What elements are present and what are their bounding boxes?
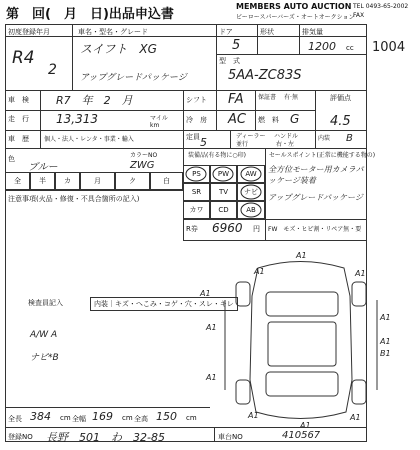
model-code-label: 型 式 (219, 57, 240, 65)
damage-label: キズ (115, 300, 129, 308)
ac-value: AC (228, 112, 246, 127)
plate-label: 登録NO (8, 433, 33, 441)
model-name: スイフト XG (80, 42, 157, 56)
width-unit: cm (122, 414, 133, 422)
diagram-mark: A1 (380, 337, 391, 346)
damage-label: 穴 (184, 300, 192, 308)
lot-number: 1004 (372, 40, 406, 55)
history-option: レンタ (80, 136, 98, 143)
diagram-mark: B1 (380, 349, 391, 358)
color-no-value: ZWG (130, 160, 155, 171)
fax-label: FAX (353, 12, 365, 19)
sales-line-1: 全方位モーター用カメラパッケージ装着 (268, 165, 364, 185)
doors-value: 5 (232, 38, 241, 53)
inspection-value: R7 年 2 月 (56, 94, 133, 107)
mileage-unit: マイル km (150, 115, 168, 129)
displacement-unit: cc (346, 44, 354, 52)
recycle-amount: 6960 (212, 221, 243, 235)
height-label: 全高 (134, 415, 148, 423)
color-option-cell: 白 (150, 172, 183, 190)
length-unit: cm (60, 414, 71, 422)
color-label: 色 (8, 155, 15, 163)
warranty-option: 無 (291, 94, 298, 101)
damage-label: 内装 (94, 300, 108, 308)
damage-legend: FW モズ・ヒビ割・リペア無・要 (268, 226, 362, 233)
diagram-mark: A1 (254, 267, 265, 276)
recycle-label: R券 (186, 225, 198, 233)
color-option-cell: 全 (5, 172, 30, 190)
diagram-mark: A1 (380, 313, 391, 322)
form-title: 第 回( 月 日)出品申込書 (6, 7, 174, 22)
color-option-cell: ク (115, 172, 150, 190)
dealer-option: 並行 (236, 141, 249, 148)
sub-note: アップグレードパッケージ (80, 73, 187, 83)
diagram-mark: A1 (355, 269, 366, 278)
handle-option: 左 (288, 141, 295, 148)
sales-line-2: アップグレードパッケージ (268, 193, 363, 202)
chassis-label: 車台NO (218, 433, 243, 441)
shape-label: 形状 (260, 28, 274, 36)
equipment-aw: AW (237, 165, 265, 183)
history-label: 車 歴 (8, 135, 29, 143)
diagram-mark: A1 (206, 373, 217, 382)
rating-label: 評価点 (330, 94, 351, 102)
dealer-label: ディーラー (236, 133, 266, 140)
model-code-value: 5AA-ZC83S (228, 68, 302, 83)
height-value: 150 (156, 410, 177, 423)
equipment-label: 装備品(有る物に○印) (188, 152, 246, 159)
diagram-mark: A1 (350, 413, 361, 422)
color-option-cell: 月 (80, 172, 115, 190)
length-label: 全長 (8, 415, 22, 423)
fuel-value: G (290, 112, 300, 126)
equipment-cd: CD (210, 201, 237, 219)
first-reg-month: 2 (48, 62, 57, 78)
equipment-navi: ナビ (237, 183, 265, 201)
diagram-mark: A1 (200, 289, 211, 298)
check-items-label: 検査員記入 (28, 299, 63, 307)
notes-label: 注意事項(火品・修復・不具合箇所の記入) (8, 195, 140, 203)
color-option-cell: 半 (30, 172, 55, 190)
fuel-label: 燃 料 (258, 116, 279, 124)
warranty-options: 有·無 (284, 94, 298, 101)
displacement-value: 1200 (308, 40, 336, 53)
equipment-pw: PW (210, 165, 237, 183)
diagram-mark: A1 (206, 323, 217, 332)
history-option: 個人 (44, 136, 57, 143)
divider (214, 427, 215, 442)
displacement-label: 排気量 (302, 28, 323, 36)
divider (5, 427, 367, 428)
damage-labels: 内装｜キズ・へこみ・コゲ・穴・スレ・キレ (90, 297, 238, 311)
ac-label: 冷 房 (186, 116, 207, 124)
plate-value: 長野 501 わ 32-85 (46, 431, 165, 444)
equipment-leather: カワ (183, 201, 210, 219)
warranty-label: 保証書 (258, 94, 277, 101)
width-value: 169 (92, 410, 113, 423)
diagram-mark: A1 (300, 421, 311, 430)
company-name: MEMBERS AUTO AUCTION (236, 2, 352, 11)
shift-value: FA (228, 92, 244, 107)
equipment-tv: TV (210, 183, 237, 201)
history-option: 輸入 (121, 136, 134, 143)
note-line-1: A/W A (30, 330, 58, 340)
diagram-mark: A1 (248, 411, 259, 420)
recycle-unit: 円 (253, 225, 260, 233)
model-grade-label: 車名・型名・グレード (78, 28, 148, 36)
history-options: 個人・法人・レンタ・事業・輸入 (44, 136, 134, 143)
history-option: 事業 (103, 136, 116, 143)
equipment-ab: AB (237, 201, 265, 219)
handle-label: ハンドル (274, 133, 299, 140)
company-sub: ビーロースパーバーズ・オートオークション (236, 14, 355, 21)
mileage-value: 13,313 (56, 112, 98, 126)
color-no-label: カラーNO (130, 152, 158, 159)
handle-options: 右・左 (276, 141, 295, 148)
length-value: 384 (30, 410, 51, 423)
damage-label: スレ (198, 300, 213, 308)
warranty-option: 有 (284, 94, 291, 101)
damage-label: キレ (219, 300, 234, 308)
capacity-label: 定員 (186, 133, 200, 141)
first-reg-year: R4 (12, 48, 35, 68)
rating-value: 4.5 (330, 114, 351, 129)
chassis-value: 410567 (282, 430, 321, 441)
interior-value: B (346, 133, 353, 144)
tel-number: TEL 0493-65-2002 (353, 3, 409, 10)
divider (5, 407, 210, 408)
sales-points-label: セールスポイント(正常に機能する物の) (269, 152, 376, 159)
interior-label: 内装 (318, 135, 331, 142)
capacity-value: 5 (200, 136, 207, 149)
handle-option: 右 (276, 141, 283, 148)
damage-label: へこみ (135, 300, 157, 308)
mileage-label: 走 行 (8, 115, 29, 123)
damage-label: コゲ (163, 300, 178, 308)
shift-label: シフト (186, 96, 207, 104)
first-reg-label: 初度登録年月 (8, 28, 50, 36)
equipment-sr: SR (183, 183, 210, 201)
note-line-2: ナビ*B (30, 353, 59, 363)
width-label: 全幅 (72, 415, 86, 423)
color-option-cell: カ (55, 172, 80, 190)
equipment-ps: PS (183, 165, 210, 183)
history-option: 法人 (62, 136, 75, 143)
inspection-label: 車 検 (8, 96, 29, 104)
doors-label: ドア (219, 28, 233, 36)
height-unit: cm (186, 414, 197, 422)
diagram-mark: A1 (296, 251, 307, 260)
color-value: ブルー (28, 162, 58, 173)
